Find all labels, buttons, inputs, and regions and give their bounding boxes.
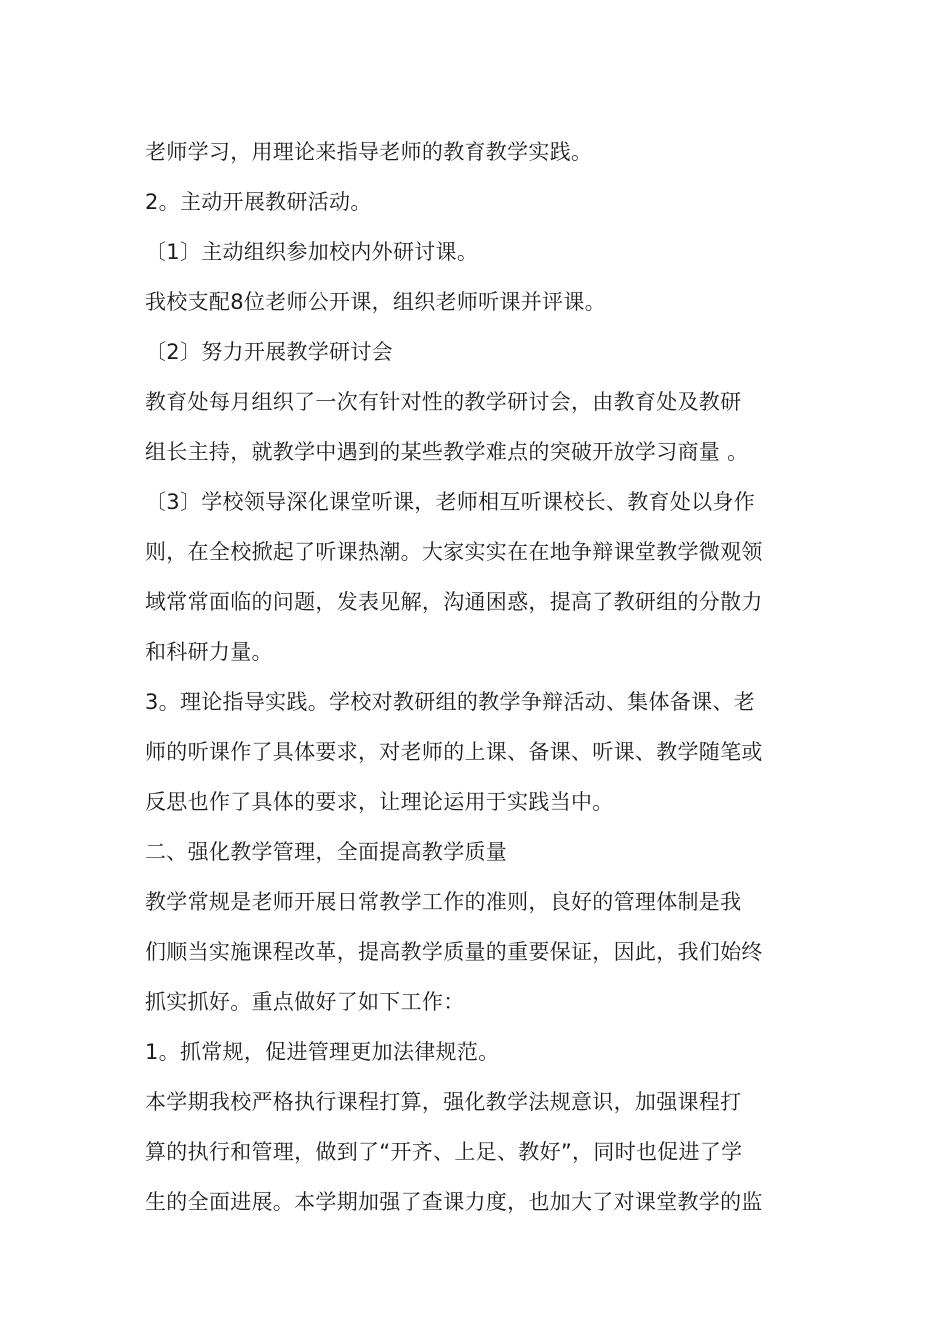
text-line: 本学期我校严格执行课程打算，强化教学法规意识，加强课程打 xyxy=(145,1090,742,1114)
text-line: 〔1〕主动组织参加校内外研讨课。 xyxy=(145,240,479,264)
text-line: 算的执行和管理，做到了“开齐、上足、教好”，同时也促进了学 xyxy=(145,1140,743,1164)
text-line: 生的全面进展。本学期加强了查课力度，也加大了对课堂教学的监 xyxy=(145,1190,763,1214)
text-line: 抓实抓好。重点做好了如下工作： xyxy=(145,990,465,1014)
text-line: 则，在全校掀起了听课热潮。大家实实在在地争辩课堂教学微观领 xyxy=(145,540,763,564)
text-line: 域常常面临的问题，发表见解，沟通困惑，提高了教研组的分散力 xyxy=(145,590,763,614)
text-line: 老师学习，用理论来指导老师的教育教学实践。 xyxy=(145,140,593,164)
text-line: 〔2〕努力开展教学研讨会 xyxy=(145,340,393,364)
text-line: 我校支配8位老师公开课，组织老师听课并评课。 xyxy=(145,290,606,314)
text-line: 教育处每月组织了一次有针对性的教学研讨会，由教育处及教研 xyxy=(145,390,742,414)
text-line: 3。理论指导实践。学校对教研组的教学争辩活动、集体备课、老 xyxy=(145,690,756,714)
text-line: 二、强化教学管理，全面提高教学质量 xyxy=(145,840,508,864)
text-line: 们顺当实施课程改革，提高教学质量的重要保证，因此，我们始终 xyxy=(145,940,763,964)
text-line: 反思也作了具体的要求，让理论运用于实践当中。 xyxy=(145,790,614,814)
text-line: 〔3〕学校领导深化课堂听课，老师相互听课校长、教育处以身作 xyxy=(145,490,756,514)
text-line: 师的听课作了具体要求，对老师的上课、备课、听课、教学随笔或 xyxy=(145,740,763,764)
text-line: 教学常规是老师开展日常教学工作的准则，良好的管理体制是我 xyxy=(145,890,742,914)
text-line: 2。主动开展教研活动。 xyxy=(145,190,372,214)
text-line: 1。抓常规，促进管理更加法律规范。 xyxy=(145,1040,500,1064)
text-line: 组长主持，就教学中遇到的某些教学难点的突破开放学习商量 。 xyxy=(145,440,749,464)
text-line: 和科研力量。 xyxy=(145,640,273,664)
